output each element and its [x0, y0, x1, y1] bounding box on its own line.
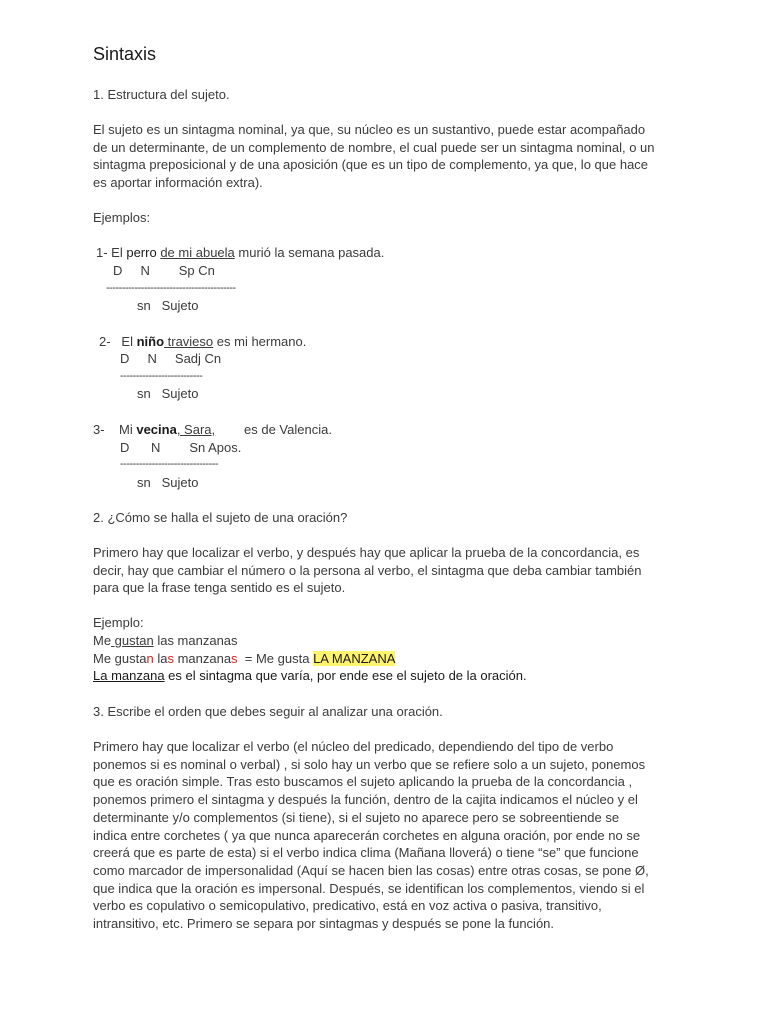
paragraph-line: intransitivo, etc. Primero se separa por sintagmas y después se pone la función.	[93, 916, 555, 932]
example2-word-nucleus: niño	[136, 334, 165, 349]
example1-sentence	[96, 244, 384, 262]
page-title: Sintaxis	[93, 44, 157, 64]
text-manzana: manzana	[173, 651, 232, 666]
changed-letter: s	[231, 651, 238, 666]
paragraph-line: decir, hay que cambiar el número o la persona al verbo, el sintagma que deba cambiar también	[93, 562, 642, 578]
example3-sentence	[93, 421, 332, 439]
example3-word-apposition: , Sara,	[176, 422, 216, 437]
examples-label: Ejemplos:	[93, 210, 151, 225]
section3-paragraph	[93, 738, 683, 933]
text-verb: gustan	[111, 633, 154, 648]
paragraph-line: indica entre corchetes ( ya que nunca aparecerán corchetes en alguna oración, por ende no se	[93, 827, 641, 843]
example3-tags: D N Sn Apos.	[120, 440, 242, 455]
text-la: la	[153, 651, 168, 666]
example2-rest: es mi hermano.	[213, 334, 307, 349]
text-equals: = Me gusta	[237, 651, 314, 666]
subject-underlined: La manzana	[93, 668, 165, 683]
text-me: Me	[93, 633, 112, 648]
paragraph-line: es aportar información extra).	[93, 175, 263, 191]
example1-number: 1- El	[96, 245, 127, 260]
example2-word-complement: travieso	[164, 334, 214, 349]
conclusion-text: es el sintagma que varía, por ende ese el sujeto de la oración.	[164, 668, 527, 683]
paragraph-line: Primero hay que localizar el verbo, y después hay que aplicar la prueba de la concordancia, es	[93, 545, 640, 560]
example1-divider: -----------------------------------------	[106, 282, 236, 294]
highlighted-subject: LA MANZANA	[313, 651, 396, 666]
example3-number: 3- Mi	[93, 422, 137, 437]
example1-word-complement: de mi abuela	[160, 245, 235, 260]
example3-word-nucleus: vecina	[136, 422, 177, 437]
section2-paragraph	[93, 544, 683, 597]
paragraph-line: Primero hay que localizar el verbo (el núcleo del predicado, dependiendo del tipo de verbo	[93, 739, 614, 754]
text-subject: las manzanas	[153, 633, 238, 648]
paragraph-line: determinante y/o complementos (si tiene), si el sujeto no aparece pero se sobreentiende se	[93, 809, 620, 825]
example2-tags: D N Sadj Cn	[120, 351, 222, 366]
example3-divider: -------------------------------	[120, 458, 219, 470]
paragraph-line: que es oración simple. Tras esto buscamos el sujeto aplicando la prueba de la concordancia ,	[93, 774, 633, 790]
example2-divider: --------------------------	[120, 370, 203, 382]
section3-heading: 3. Escribe el orden que debes seguir al analizar una oración.	[93, 704, 443, 719]
section1-paragraph	[93, 121, 683, 192]
text-me-gusta: Me gusta	[93, 651, 147, 666]
paragraph-line: de un determinante, de un complemento de nombre, el cual puede ser un sintagma nominal, o un	[93, 139, 655, 155]
paragraph-line: ponemos primero el sintagma y después la función, dentro de la cajita indicamos el núcleo y el	[93, 792, 638, 808]
example3-rest: es de Valencia.	[215, 422, 332, 437]
changed-letter: s	[167, 651, 174, 666]
example3-result: sn Sujeto	[137, 475, 199, 490]
concordance-line-2	[93, 650, 395, 668]
example1-word-nucleus: perro	[126, 245, 157, 260]
example2-result: sn Sujeto	[137, 386, 199, 401]
example2-number: 2- El	[99, 334, 137, 349]
example2-sentence	[99, 333, 306, 351]
document-page	[93, 40, 683, 70]
paragraph-line: sintagma preposicional y de una aposición (que es un tipo de complemento, ya que, lo que hace	[93, 157, 649, 173]
example-label: Ejemplo:	[93, 615, 144, 630]
changed-letter: n	[146, 651, 154, 666]
example1-result: sn Sujeto	[137, 298, 199, 313]
paragraph-line: para que la frase tenga sentido es el sujeto.	[93, 580, 346, 596]
paragraph-line: creerá que es parte de esta) si el verbo indica clima (Mañana lloverá) o tiene “se” que funcione	[93, 845, 639, 861]
paragraph-line: verbo es copulativo o semicopulativo, predicativo, está en voz activa o pasiva, transitivo,	[93, 898, 602, 914]
paragraph-line: El sujeto es un sintagma nominal, ya que, su núcleo es un sustantivo, puede estar acompañado	[93, 122, 646, 137]
example1-tags: D N Sp Cn	[113, 263, 215, 278]
concordance-line-1	[93, 632, 238, 650]
section2-heading: 2. ¿Cómo se halla el sujeto de una oración?	[93, 510, 348, 525]
example1-rest: murió la semana pasada.	[234, 245, 385, 260]
concordance-conclusion	[93, 667, 527, 685]
section1-heading: 1. Estructura del sujeto.	[93, 87, 230, 102]
paragraph-line: como marcador de impersonalidad (Aquí se hacen bien las cosas) entre otras cosas, se pone Ø,	[93, 862, 649, 878]
paragraph-line: que indica que la oración es impersonal. Después, se identifican los complementos, viendo si el	[93, 880, 645, 896]
paragraph-line: ponemos si es nominal o verbal) , si solo hay un verbo que se refiere solo a un sujeto, ponemos	[93, 756, 646, 772]
